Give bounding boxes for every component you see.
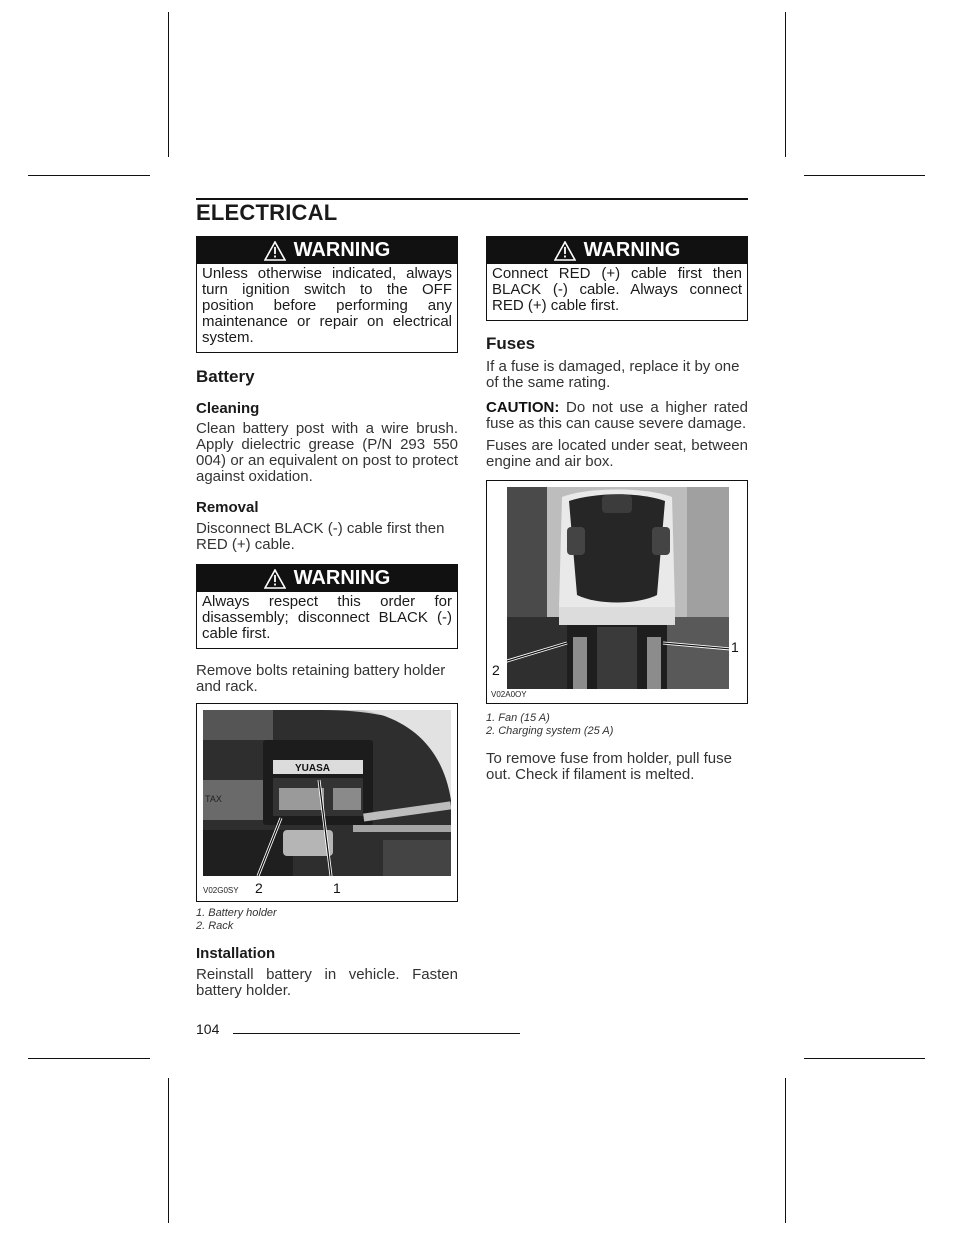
caption-item: 2. Charging system (25 A) — [486, 725, 614, 737]
callout-2: 2 — [492, 662, 500, 678]
crop-mark — [785, 12, 786, 157]
battery-photo — [203, 710, 451, 876]
footer-rule — [233, 1033, 520, 1034]
warning-text: Always respect this order for disassembly; disconnect BLACK (-) cable first. — [202, 593, 452, 642]
warning-icon — [264, 241, 286, 261]
callout-1: 1 — [731, 639, 739, 655]
removal-text: Disconnect BLACK (-) cable first then RED (+) cable. — [196, 520, 445, 553]
caption-item: 1. Battery holder — [196, 907, 277, 919]
battery-heading: Battery — [196, 367, 255, 386]
warning-icon — [554, 241, 576, 261]
warning-text: Unless otherwise indicated, always turn ignition switch to the OFF position before performing any maintenance or repair on electrical system. — [202, 265, 452, 346]
warning-icon — [264, 569, 286, 589]
warning-box — [196, 564, 458, 649]
battery-figure — [196, 703, 458, 902]
figure-code: V02G0SY — [203, 886, 239, 895]
callout-1: 1 — [333, 880, 341, 896]
page-number: 104 — [196, 1021, 220, 1037]
right-column — [486, 236, 748, 783]
caution-text — [486, 400, 748, 432]
fuses-text: If a fuse is damaged, replace it by one of the same rating. — [486, 358, 740, 391]
battery-brand-text: YUASA — [295, 763, 331, 774]
fuse-photo — [507, 487, 729, 689]
warning-box — [196, 236, 458, 353]
figure-caption — [196, 907, 458, 933]
cleaning-heading: Cleaning — [196, 400, 260, 417]
crop-mark — [804, 175, 925, 176]
tax-text: TAX — [205, 794, 222, 804]
cleaning-text: Clean battery post with a wire brush. Apply dielectric grease (P/N 293 550 004) or an equivalent on post to protect against oxidation. — [196, 420, 458, 485]
crop-mark — [28, 175, 150, 176]
page-footer — [196, 1021, 520, 1037]
removal-heading: Removal — [196, 499, 259, 516]
figure-caption — [486, 712, 748, 738]
installation-text: Reinstall battery in vehicle. Fasten battery holder. — [196, 966, 458, 999]
fuses-heading: Fuses — [486, 334, 536, 353]
warning-header — [487, 237, 747, 264]
caution-body: Do not use a higher rated fuse as this can cause severe damage. — [486, 399, 748, 432]
bolts-text: Remove bolts retaining battery holder and rack. — [196, 662, 446, 695]
caption-item: 2. Rack — [196, 920, 234, 932]
section-title: ELECTRICAL — [196, 200, 338, 225]
warning-title: WARNING — [583, 239, 681, 261]
installation-heading: Installation — [196, 945, 276, 962]
fuse-figure — [486, 480, 748, 704]
caption-item: 1. Fan (15 A) — [486, 712, 550, 724]
location-text: Fuses are located under seat, between engine and air box. — [486, 437, 748, 470]
crop-mark — [168, 1078, 169, 1223]
crop-mark — [804, 1058, 925, 1059]
remove-fuse-text: To remove fuse from holder, pull fuse out. Check if filament is melted. — [486, 750, 732, 783]
figure-code: V02A0OY — [491, 690, 527, 699]
warning-box — [486, 236, 748, 321]
caution-label: CAUTION: — [486, 399, 560, 416]
crop-mark — [168, 12, 169, 157]
crop-mark — [28, 1058, 150, 1059]
warning-header — [197, 565, 457, 592]
crop-mark — [785, 1078, 786, 1223]
warning-header — [197, 237, 457, 264]
warning-title: WARNING — [293, 239, 391, 261]
warning-title: WARNING — [293, 567, 391, 589]
warning-text: Connect RED (+) cable first then BLACK (-) cable. Always connect RED (+) cable first. — [492, 265, 742, 314]
callout-2: 2 — [255, 880, 263, 896]
left-column — [196, 236, 458, 999]
